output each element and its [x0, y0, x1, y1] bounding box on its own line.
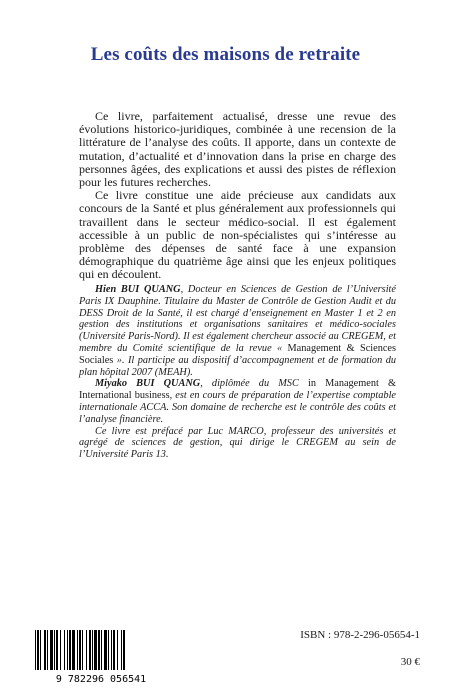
author-bio-block	[79, 284, 396, 461]
author-bio-1-journal: Management & Sciences Sociales	[79, 342, 396, 366]
barcode-digits: 9 782296 056541	[55, 674, 147, 684]
summary-paragraph-1: Ce livre, parfaitement actualisé, dresse une revue des évolutions historico-juridiques, combinée à une recension de la littérature de l’analyse des coûts. Il apporte, dans un contexte de mutation, d’actualité et d’innovation dans la prise en charge des personnes âgées, des explications et aussi des pistes de réflexion pour les futures recherches.	[79, 109, 396, 190]
author-bio-2-degree: in Management & International business	[79, 378, 396, 402]
author-name-1: Hien BUI QUANG	[95, 284, 181, 295]
author-bio-2-text-b: , est en cours de préparation de l’expertise comptable internationale ACCA. Son domaine de recherche est le contrôle des coûts et l’analyse financière.	[79, 390, 397, 425]
author-bio-2	[79, 378, 396, 425]
preface-note: Ce livre est préfacé par Luc MARCO, professeur des universités et agrégé de sciences de gestion, qui dirige le CREGEM au sein de l’Université Paris 13.	[79, 425, 396, 461]
summary-block	[79, 110, 396, 282]
author-name-2: Miyako BUI QUANG	[95, 378, 201, 390]
book-title: Les coûts des maisons de retraite	[90, 44, 361, 65]
author-bio-1	[79, 284, 396, 378]
author-bio-1-text-a: , Docteur en Sciences de Gestion de l’Université Paris IX Dauphine. Titulaire du Master de Contrôle de Gestion Audit et du DESS Droit de la Santé, il est chargé d’enseignement en Master 1 et 2 en gestion des institutions et organisations sanitaires et médico-sociales (Université Paris-Nord). Il est également chercheur associé au CREGEM, et membre du Comité scientifique de la revue «	[79, 284, 396, 354]
barcode	[27, 628, 175, 684]
author-bio-1-text-b: ». Il participe au dispositif d’accompagnement et de formation du plan hôpital 2007 (MEAH).	[79, 354, 396, 378]
author-bio-2-text-a: , diplômée du MSC	[200, 378, 308, 390]
summary-paragraph-2: Ce livre constitue une aide précieuse aux candidats aux concours de la Santé et plus généralement aux professionnels qui travaillent dans le secteur médico-social. Il est également accessible à un public de non-spécialistes qui s’intéresse au problème des dépenses de santé face à une expansion démographique du quatrième âge ainsi que les enjeux politiques qui en découlent.	[79, 188, 396, 282]
price-label: 30 €	[400, 656, 420, 668]
isbn-label: ISBN : 978-2-296-05654-1	[300, 629, 420, 641]
